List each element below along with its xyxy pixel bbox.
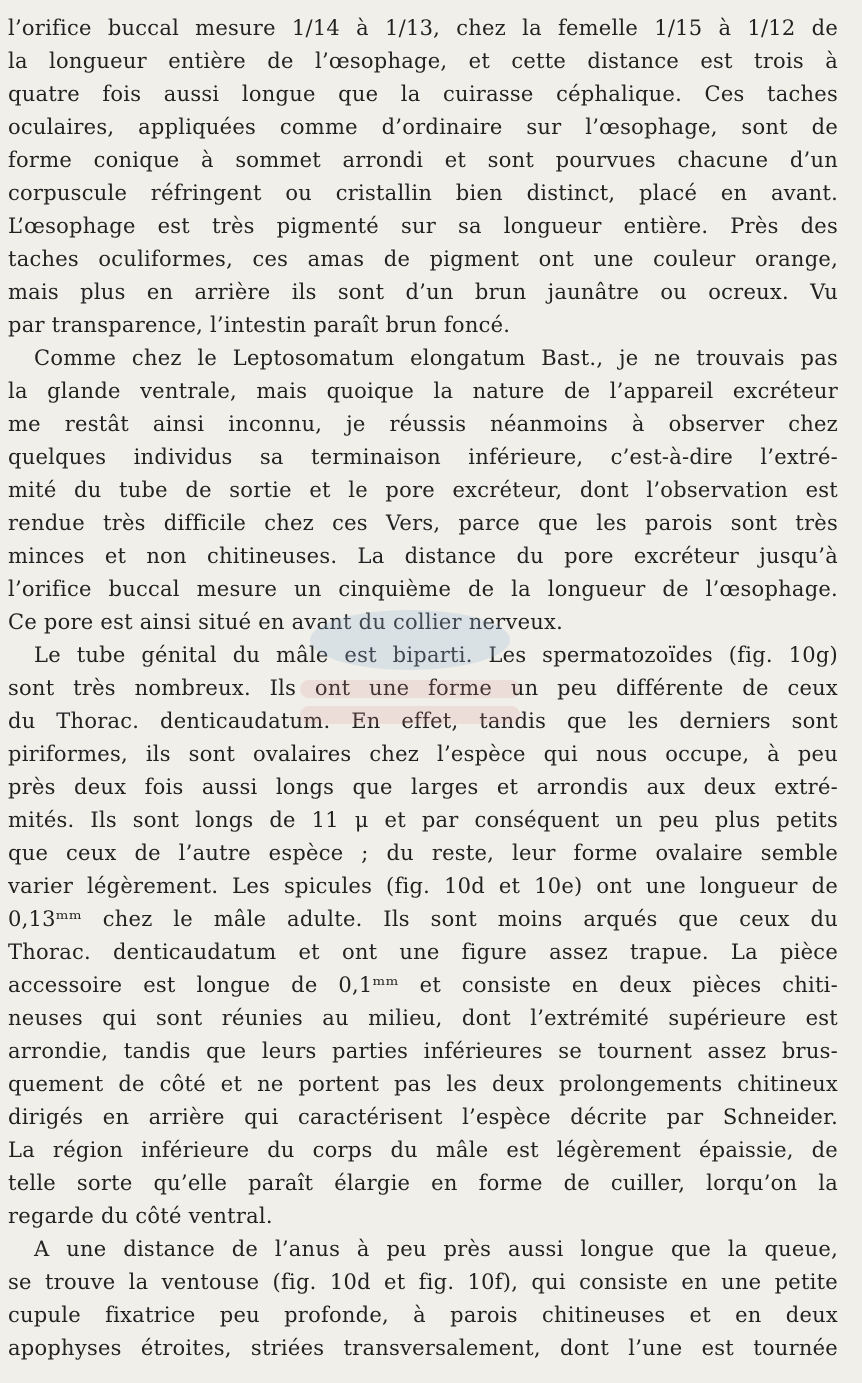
text-line: Ce pore est ainsi situé en avant du collier nerveux. xyxy=(8,610,564,634)
text-line: telle sorte qu’elle paraît élargie en forme de cuiller, lorqu’on la xyxy=(8,1171,838,1195)
text-line: A une distance de l’anus à peu près aussi longue que la queue, xyxy=(34,1237,838,1261)
text-line: par transparence, l’intestin paraît brun foncé. xyxy=(8,313,511,337)
text-line: dirigés en arrière qui caractérisent l’espèce décrite par Schneider. xyxy=(8,1105,838,1129)
text-line: apophyses étroites, striées transversalement, dont l’une est tournée xyxy=(8,1336,838,1360)
page-text xyxy=(8,12,838,1365)
text-line: forme conique à sommet arrondi et sont pourvues chacune d’un xyxy=(8,148,838,172)
text-line: que ceux de l’autre espèce ; du reste, leur forme ovalaire semble xyxy=(8,841,838,865)
text-line: piriformes, ils sont ovalaires chez l’espèce qui nous occupe, à peu xyxy=(8,742,838,766)
text-line: l’orifice buccal mesure 1/14 à 1/13, chez la femelle 1/15 à 1/12 de xyxy=(8,16,838,40)
text-line: se trouve la ventouse (fig. 10d et fig. 10f), qui consiste en une petite xyxy=(8,1270,838,1294)
text-line: arrondie, tandis que leurs parties inférieures se tournent assez brus- xyxy=(8,1039,838,1063)
text-line: la longueur entière de l’œsophage, et cette distance est trois à xyxy=(8,49,838,73)
text-line: l’orifice buccal mesure un cinquième de la longueur de l’œsophage. xyxy=(8,577,838,601)
text-line: Thorac. denticaudatum et ont une figure assez trapue. La pièce xyxy=(8,940,838,964)
text-line: mités. Ils sont longs de 11 μ et par conséquent un peu plus petits xyxy=(8,808,838,832)
text-line: Le tube génital du mâle est biparti. Les spermatozoïdes (fig. 10g) xyxy=(34,643,838,667)
text-line: cupule fixatrice peu profonde, à parois chitineuses et en deux xyxy=(8,1303,838,1327)
text-line: mais plus en arrière ils sont d’un brun jaunâtre ou ocreux. Vu xyxy=(8,280,838,304)
text-line: quatre fois aussi longue que la cuirasse céphalique. Ces taches xyxy=(8,82,838,106)
text-line: accessoire est longue de 0,1ᵐᵐ et consiste en deux pièces chiti- xyxy=(8,973,838,997)
text-line: rendue très difficile chez ces Vers, parce que les parois sont très xyxy=(8,511,838,535)
text-line: minces et non chitineuses. La distance du pore excréteur jusqu’à xyxy=(8,544,838,568)
text-line: taches oculiformes, ces amas de pigment ont une couleur orange, xyxy=(8,247,838,271)
text-line: du Thorac. denticaudatum. En effet, tandis que les derniers sont xyxy=(8,709,838,733)
text-line: sont très nombreux. Ils ont une forme un peu différente de ceux xyxy=(8,676,838,700)
text-line: me restât ainsi inconnu, je réussis néanmoins à observer chez xyxy=(8,412,838,436)
text-line: quelques individus sa terminaison inférieure, c’est-à-dire l’extré- xyxy=(8,445,838,469)
text-line: près deux fois aussi longs que larges et arrondis aux deux extré- xyxy=(8,775,838,799)
text-line: La région inférieure du corps du mâle est légèrement épaissie, de xyxy=(8,1138,838,1162)
text-line: oculaires, appliquées comme d’ordinaire sur l’œsophage, sont de xyxy=(8,115,838,139)
text-line: mité du tube de sortie et le pore excréteur, dont l’observation est xyxy=(8,478,838,502)
text-line: la glande ventrale, mais quoique la nature de l’appareil excréteur xyxy=(8,379,838,403)
text-line: quement de côté et ne portent pas les deux prolongements chitineux xyxy=(8,1072,838,1096)
text-line: varier légèrement. Les spicules (fig. 10d et 10e) ont une longueur de xyxy=(8,874,838,898)
text-line: 0,13ᵐᵐ chez le mâle adulte. Ils sont moins arqués que ceux du xyxy=(8,907,838,931)
text-line: regarde du côté ventral. xyxy=(8,1204,273,1228)
text-line: L’œsophage est très pigmenté sur sa longueur entière. Près des xyxy=(8,214,838,238)
text-line: corpuscule réfringent ou cristallin bien distinct, placé en avant. xyxy=(8,181,838,205)
text-line: neuses qui sont réunies au milieu, dont l’extrémité supérieure est xyxy=(8,1006,838,1030)
text-line: Comme chez le Leptosomatum elongatum Bast., je ne trouvais pas xyxy=(34,346,838,370)
